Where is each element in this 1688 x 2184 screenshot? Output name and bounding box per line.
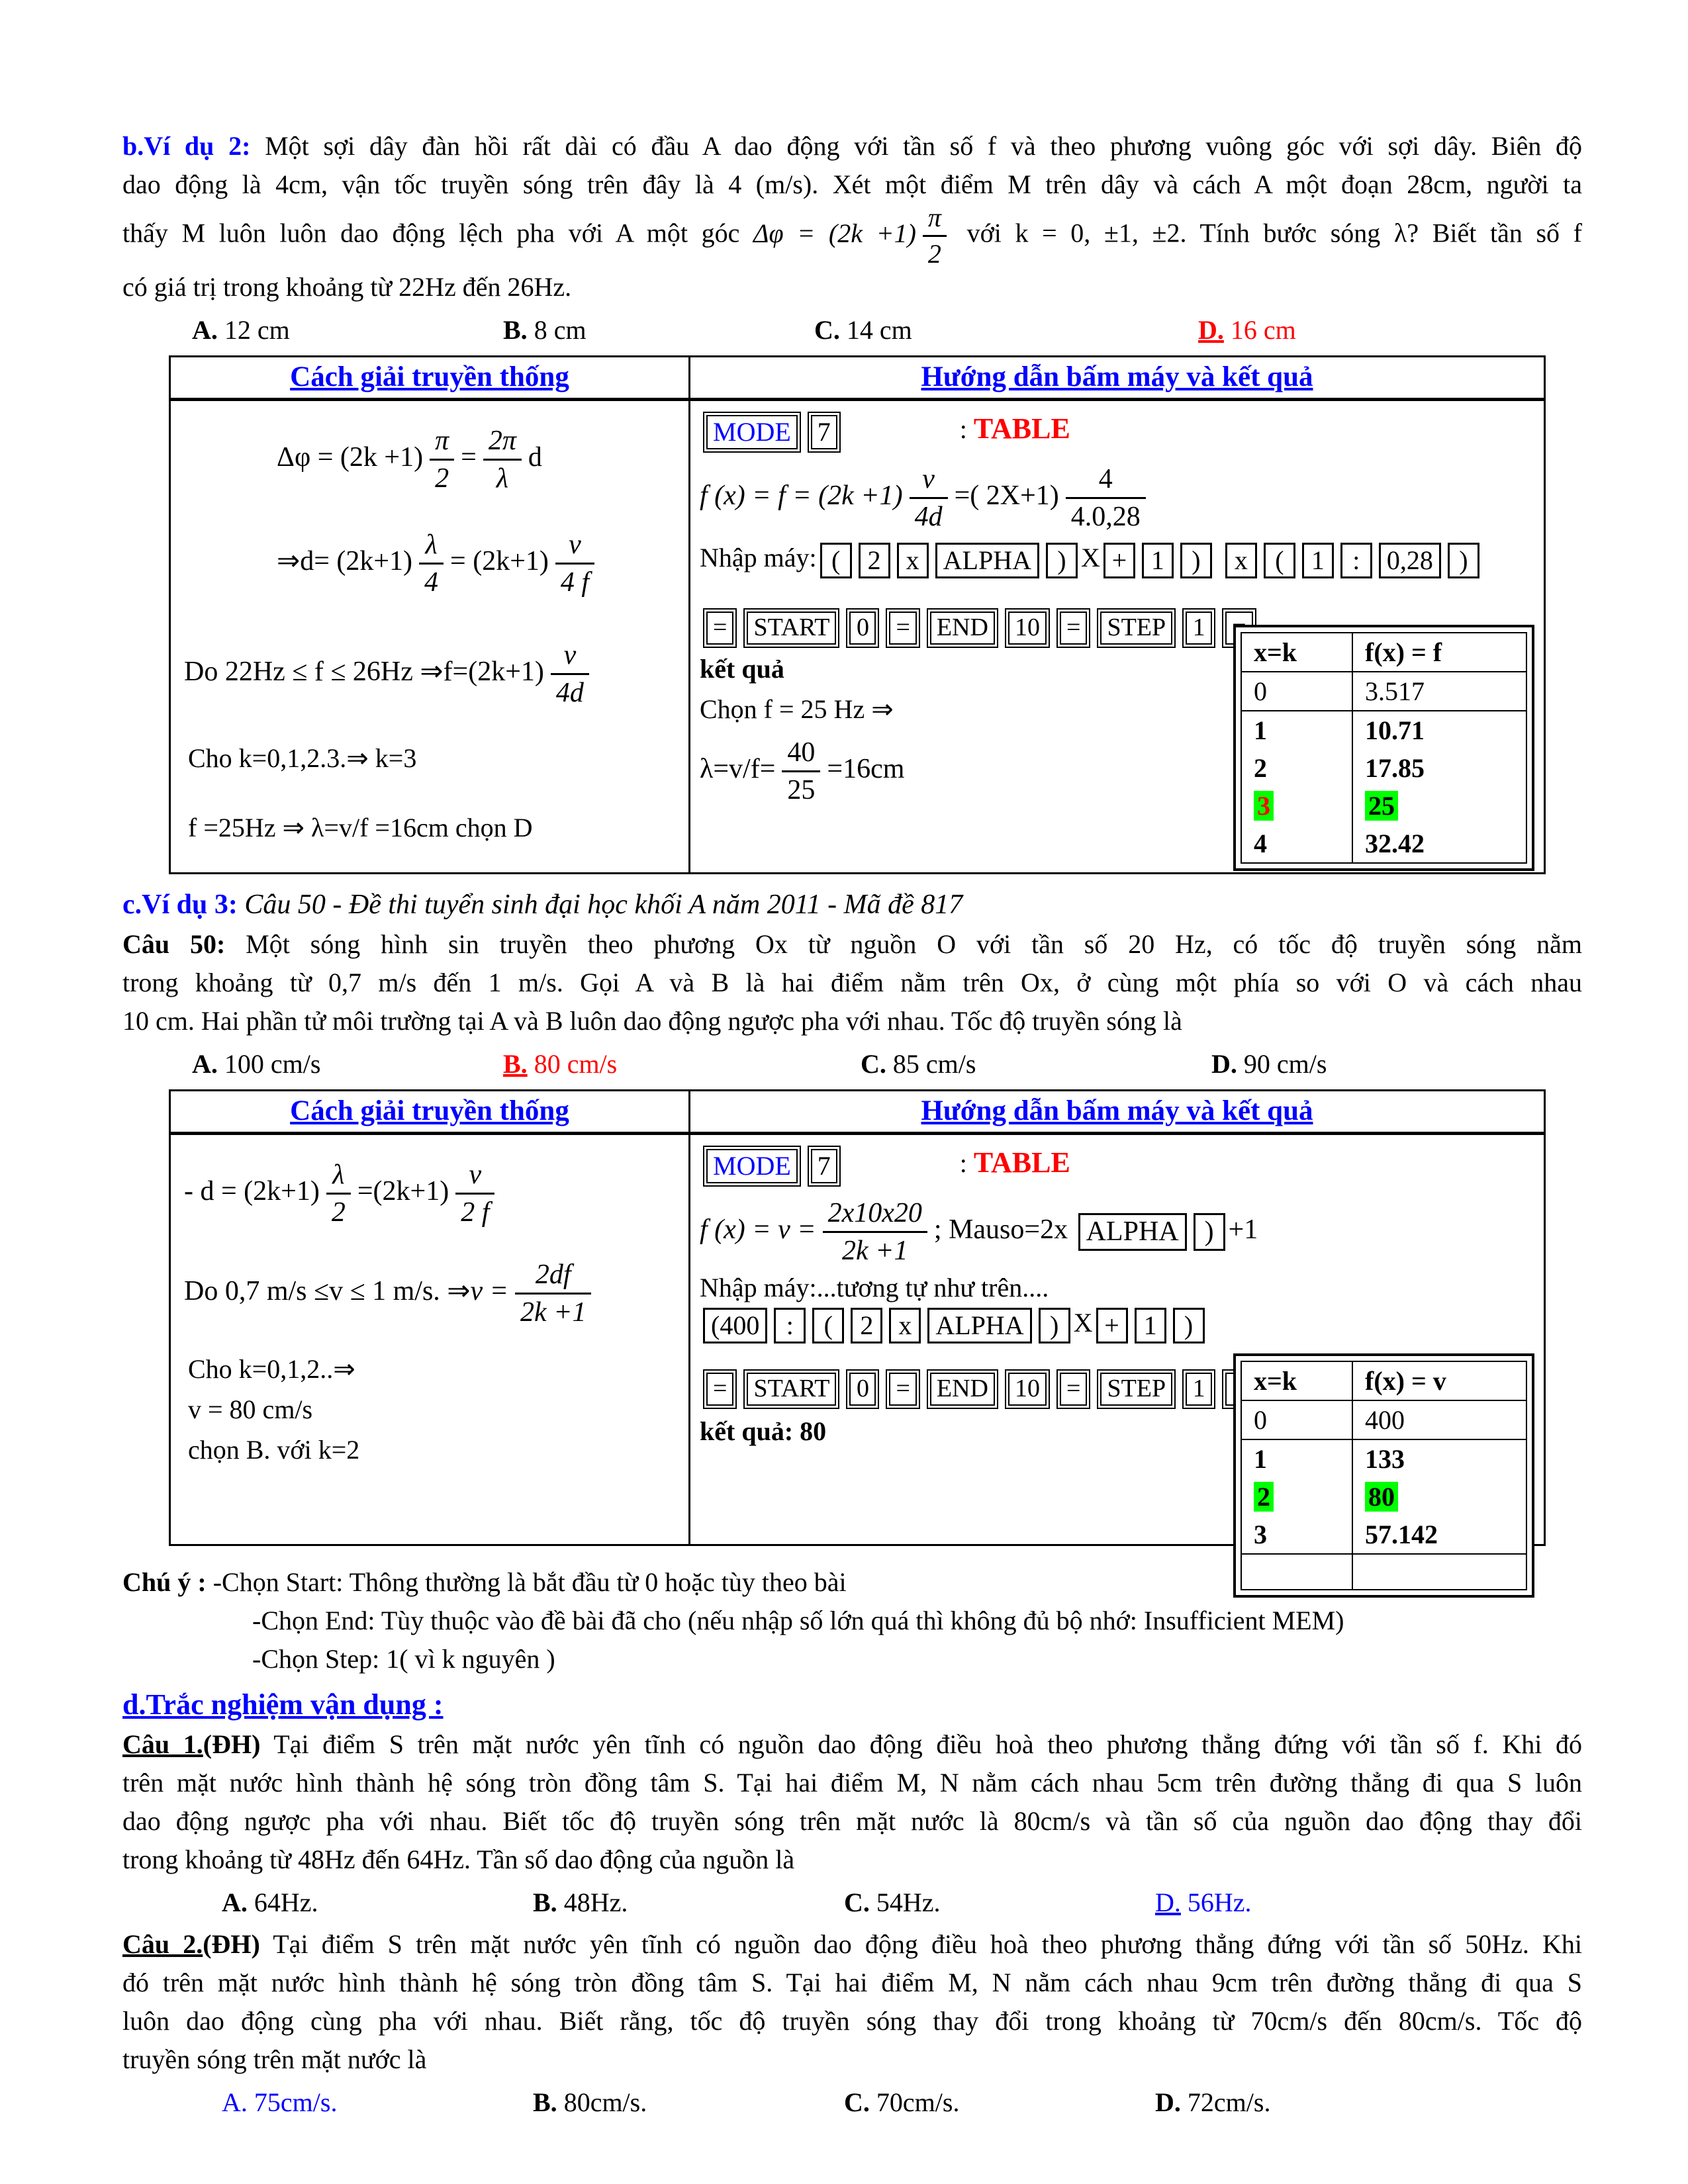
k-value: 0 — [1241, 672, 1352, 711]
answer-label: D. — [1198, 315, 1224, 345]
denominator: 2 f — [461, 1197, 490, 1228]
result-table-1 — [1233, 625, 1534, 871]
t1-result-label: kết quả — [700, 653, 784, 684]
rt1-row-1 — [1241, 711, 1526, 749]
numerator: v — [455, 1160, 494, 1195]
result-table-2 — [1233, 1353, 1534, 1598]
answer-text: 12 cm — [217, 315, 290, 345]
table1-header-right: Hướng dẫn bấm máy và kết quả — [921, 361, 1313, 392]
answer-text: 54Hz. — [869, 1887, 941, 1917]
numerator: v — [555, 530, 594, 565]
rt2-col1: x=k — [1241, 1361, 1352, 1400]
fraction — [551, 641, 589, 707]
answer-text: 14 cm — [839, 315, 912, 345]
numerator: 2π — [483, 426, 522, 461]
numerator: v — [910, 465, 948, 499]
decimal-key: 0,28 — [1379, 543, 1441, 578]
fraction — [823, 1199, 927, 1265]
table2-header — [171, 1091, 1544, 1135]
table2-header-right: Hướng dẫn bấm máy và kết quả — [921, 1095, 1313, 1126]
ex2-line-4: có giá trị trong khoảng từ 22Hz đến 26Hz. — [122, 272, 572, 302]
answer-text: 70cm/s. — [869, 2087, 960, 2117]
ex2-answer-d-correct — [1198, 312, 1509, 349]
plus-key: + — [1096, 1308, 1128, 1343]
f-value: 32.42 — [1352, 825, 1526, 863]
one-key: 1 — [1142, 543, 1174, 578]
cau2-paragraph — [122, 1925, 1582, 2079]
cau1-paragraph — [122, 1725, 1582, 1879]
open-paren-key: ( — [820, 543, 852, 578]
ex2-label: b.Ví dụ 2: — [122, 131, 251, 161]
table-mode-label: TABLE — [973, 412, 1070, 445]
numerator: 2x10x20 — [823, 1199, 927, 1233]
t1-formula-1 — [277, 426, 683, 493]
divide-key: : — [1340, 543, 1372, 578]
t1-formula-2 — [277, 530, 683, 597]
f-value: 10.71 — [1352, 711, 1526, 749]
cau50-answer-b-correct — [503, 1046, 861, 1083]
step-key: STEP — [1100, 612, 1172, 645]
f-value-highlighted: 25 — [1365, 791, 1398, 821]
step-key: STEP — [1100, 1373, 1172, 1406]
fraction — [515, 1260, 591, 1327]
close-paren-key: ) — [1194, 1213, 1225, 1250]
one-key: 1 — [1135, 1308, 1166, 1343]
cau2-answer-d — [1155, 2084, 1466, 2121]
colon: : — [959, 414, 967, 445]
denominator: 4d — [555, 678, 584, 709]
ex2-answer-b — [503, 312, 814, 349]
cau50-answer-d — [1211, 1046, 1523, 1083]
cau50-line-2: trong khoảng từ 0,7 m/s đến 1 m/s. Gọi A và B là hai điểm nằm trên Ox, ở cùng một phía so với O và cách nhau — [122, 967, 1582, 997]
divide-key: : — [774, 1308, 806, 1343]
start-key: START — [747, 1373, 836, 1406]
lambda-pre: λ=v/f= — [700, 754, 776, 785]
ex2-line3-pre: thấy M luôn luôn dao động lệch pha với A một góc — [122, 218, 754, 248]
cau2-answer-c — [844, 2084, 1155, 2121]
mode-key: MODE — [706, 415, 798, 449]
two-key: 2 — [851, 1308, 882, 1343]
zero-key: 0 — [849, 1373, 876, 1406]
table1-body — [171, 401, 1544, 872]
fx-pre: f (x) = v = — [700, 1214, 816, 1246]
t1-mode-row — [700, 410, 1534, 454]
numerator: λ — [419, 530, 444, 565]
cau50-line1-text: Một sóng hình sin truyền theo phương Ox từ nguồn O với tần số 20 Hz, có tốc độ truyền sóng nằm — [225, 929, 1583, 959]
rt1-row-2 — [1241, 749, 1526, 787]
answer-text: 72cm/s. — [1180, 2087, 1271, 2117]
formula-pre: Δφ = (2k +1) — [753, 218, 916, 248]
cau2-line-4: truyền sóng trên mặt nước là — [122, 2044, 427, 2074]
fraction — [555, 530, 594, 597]
t2-left-line5: chọn B. với k=2 — [188, 1435, 360, 1465]
multiply-key: x — [1225, 543, 1257, 578]
rt1-col1: x=k — [1241, 633, 1352, 672]
rt2-row-0 — [1241, 1400, 1526, 1439]
answer-label: C. — [844, 2087, 870, 2117]
note-line-2: -Chọn End: Tùy thuộc vào đề bài đã cho (nếu nhập số lớn quá thì không đủ bộ nhớ: Insufficient MEM) — [252, 1605, 1344, 1635]
answer-label: B. — [503, 1048, 528, 1079]
alpha-key: ALPHA — [1078, 1213, 1187, 1250]
alpha-key: ALPHA — [927, 1308, 1031, 1343]
cau2-line-1 — [122, 1925, 1582, 1964]
answer-text: 100 cm/s — [217, 1048, 321, 1079]
cau1-line-1 — [122, 1725, 1582, 1764]
ex2-paragraph — [122, 127, 1582, 306]
zero-key: 0 — [849, 612, 876, 645]
cau50-paragraph — [122, 925, 1582, 1040]
answer-label: D. — [1155, 1887, 1181, 1917]
t2-formula-1 — [184, 1160, 683, 1227]
x-variable: X — [1080, 543, 1100, 573]
t2-formula-2 — [184, 1260, 683, 1327]
denominator: 4 f — [560, 567, 590, 598]
two-key: 2 — [859, 543, 890, 578]
t2-left-line3: Cho k=0,1,2..⇒ — [188, 1354, 355, 1385]
f1-pre: - d = (2k+1) — [184, 1176, 320, 1207]
f2-eq: = (2k+1) — [450, 546, 549, 577]
x-variable: X — [1073, 1308, 1093, 1338]
denominator: 4 — [424, 567, 439, 598]
answer-label: A. — [222, 1887, 248, 1917]
ex2-answer-c — [814, 312, 1198, 349]
answer-text: 80 cm/s — [527, 1048, 618, 1079]
cau50-answer-row — [192, 1046, 1582, 1083]
cau2-answer-b — [533, 2084, 844, 2121]
answer-label: C. — [814, 315, 840, 345]
f2-pre: ⇒d= (2k+1) — [277, 546, 413, 577]
rt2-row-2-highlighted — [1241, 1478, 1526, 1516]
end-key: END — [930, 1373, 995, 1406]
k-value: 3 — [1254, 1519, 1267, 1549]
fraction — [1066, 465, 1146, 531]
f-value: 3.517 — [1352, 672, 1526, 711]
rt2-header-row — [1241, 1361, 1526, 1400]
k-value: 2 — [1254, 753, 1267, 783]
table-mode-label: TABLE — [973, 1146, 1070, 1179]
fraction — [782, 738, 820, 805]
answer-label: A. — [222, 2087, 248, 2117]
cau2-line-3: luôn dao động cùng pha với nhau. Biết rằng, tốc độ truyền sóng thay đổi trong khoảng từ 70cm/s đến 80cm/s. Tốc độ — [122, 2005, 1582, 2036]
multiply-key: x — [889, 1308, 921, 1343]
answer-text: 80cm/s. — [557, 2087, 647, 2117]
rt2-row-1 — [1241, 1439, 1526, 1478]
answer-label: C. — [844, 1887, 870, 1917]
start-key: START — [747, 612, 836, 645]
cau2-label: Câu 2. — [122, 1929, 203, 1959]
cau1-line-3: dao động ngược pha với nhau. Biết tốc độ truyền sóng trên mặt nước là 80cm/s và tần số của nguồn dao động thay đổi — [122, 1805, 1582, 1836]
answer-label: D. — [1211, 1048, 1237, 1079]
equals-key: = — [1060, 612, 1087, 645]
one-key: 1 — [1186, 1373, 1212, 1406]
equals-key: = — [706, 1373, 733, 1406]
cau1-line-2: trên mặt nước hình thành hệ sóng tròn đồng tâm S. Tại hai điểm M, N nằm cách nhau 5cm trên đường thẳng đi qua S luôn — [122, 1767, 1582, 1797]
fraction — [326, 1160, 351, 1227]
rt1-row-4 — [1241, 825, 1526, 863]
fx-eq: =( 2X+1) — [954, 480, 1059, 512]
denominator: 25 — [787, 774, 816, 805]
denominator: 2k +1 — [520, 1297, 586, 1328]
numerator: 2df — [515, 1260, 591, 1295]
t1-formula-3 — [184, 641, 683, 707]
t2-keys-row — [700, 1306, 1534, 1345]
denominator: 4d — [914, 502, 943, 533]
numerator: 40 — [782, 738, 820, 772]
ex2-line-3 — [122, 204, 1582, 268]
mauso-text: ; Mauso=2x — [933, 1214, 1068, 1246]
cau1-answer-a — [222, 1884, 533, 1921]
note-line-3: -Chọn Step: 1( vì k nguyên ) — [252, 1643, 555, 1674]
cau1-line-4: trong khoảng từ 48Hz đến 64Hz. Tần số dao động của nguồn là — [122, 1844, 795, 1874]
end-key: END — [930, 612, 995, 645]
cau2-line1-text: Tại điểm S trên mặt nước yên tĩnh có nguồn dao động điều hoà theo phương thẳng đứng với tần số 50Hz. Khi — [259, 1929, 1582, 1959]
note1-text: -Chọn Start: Thông thường là bắt đầu từ 0 hoặc tùy theo bài — [206, 1567, 847, 1597]
open-paren-key: ( — [1264, 543, 1295, 578]
cau2-dh: (ĐH) — [203, 1929, 260, 1959]
ex2-line-2: dao động là 4cm, vận tốc truyền sóng trên đây là 4 (m/s). Xét một điểm M trên dây và cách A một đoạn 28cm, người ta — [122, 169, 1582, 199]
answer-text: 56Hz. — [1180, 1887, 1252, 1917]
denominator: 4.0,28 — [1070, 502, 1141, 533]
numerator: 4 — [1066, 465, 1146, 499]
cau1-label: Câu 1. — [122, 1729, 203, 1759]
cau1-line1-text: Tại điểm S trên mặt nước yên tĩnh có nguồn dao động điều hoà theo phương thẳng đứng với tần số f. Khi đó — [260, 1729, 1582, 1759]
notes-label: Chú ý : — [122, 1567, 207, 1597]
section-d-heading — [122, 1688, 1582, 1721]
denominator: 2 — [435, 463, 449, 494]
cau1-answer-c — [844, 1884, 1155, 1921]
lambda-post: =16cm — [827, 754, 905, 785]
answer-label: B. — [533, 2087, 557, 2117]
cau1-answer-row — [222, 1884, 1582, 1921]
ex2-line-1 — [122, 127, 1582, 165]
t1-choose-line: Chọn f = 25 Hz ⇒ — [700, 694, 894, 724]
numerator: v — [551, 641, 589, 675]
cau2-line-2: đó trên mặt nước hình thành hệ sóng tròn đồng tâm S. Tại hai điểm M, N nằm cách nhau 9cm trên đường thẳng đi qua S — [122, 1967, 1582, 1997]
fraction — [455, 1160, 494, 1227]
table2-body — [171, 1135, 1544, 1549]
f2-v: v = — [470, 1276, 508, 1307]
answer-text: 48Hz. — [557, 1887, 628, 1917]
mode-key: MODE — [706, 1149, 798, 1183]
fraction — [910, 465, 948, 531]
solution-table-1 — [169, 355, 1546, 874]
fraction — [483, 426, 522, 493]
equals-key: = — [889, 1373, 916, 1406]
ex2-answer-row — [192, 312, 1582, 349]
k-value: 0 — [1241, 1400, 1352, 1439]
cau50-label: Câu 50: — [122, 929, 226, 959]
cau50-answer-a — [192, 1046, 503, 1083]
cau2-answer-a-correct — [222, 2084, 533, 2121]
ex3-heading — [122, 885, 1582, 925]
cau50-answer-c — [861, 1046, 1211, 1083]
fraction — [923, 204, 947, 268]
t2-input-line: Nhập máy:...tương tự như trên.... — [700, 1273, 1049, 1303]
equals-key: = — [1060, 1373, 1087, 1406]
f-value: 400 — [1352, 1400, 1526, 1439]
rt1-col2: f(x) = f — [1352, 633, 1526, 672]
section-d-label: d.Trắc nghiệm vận dụng : — [122, 1688, 444, 1721]
answer-label: B. — [533, 1887, 557, 1917]
input-label: Nhập máy: — [700, 543, 817, 573]
ex2-answer-a — [192, 312, 503, 349]
k-value: 1 — [1254, 1443, 1267, 1474]
close-paren-key: ) — [1046, 543, 1078, 578]
equals-key: = — [889, 612, 916, 645]
close-paren-key: ) — [1039, 1308, 1070, 1343]
numerator: λ — [326, 1160, 351, 1195]
table2-right-cell — [690, 1135, 1544, 1549]
seven-key: 7 — [811, 415, 837, 449]
f1-pre: Δφ = (2k +1) — [277, 442, 424, 473]
denominator: 2 — [927, 239, 941, 269]
rt1-row-3-highlighted — [1241, 787, 1526, 825]
cau50-line-1 — [122, 925, 1582, 964]
f1-eq: = — [461, 442, 477, 473]
ten-key: 10 — [1008, 1373, 1047, 1406]
f-value-highlighted: 80 — [1365, 1482, 1398, 1512]
answer-text: 85 cm/s — [886, 1048, 976, 1079]
one-key: 1 — [1302, 543, 1334, 578]
answer-label: C. — [861, 1048, 886, 1079]
numerator: π — [430, 426, 454, 461]
fraction — [430, 426, 454, 493]
k-value: 4 — [1254, 829, 1267, 858]
plus-key: + — [1103, 543, 1135, 578]
cau1-answer-d-correct — [1155, 1884, 1466, 1921]
answer-label: B. — [503, 315, 528, 345]
denominator: 2 — [331, 1197, 346, 1228]
table1-header-left: Cách giải truyền thống — [171, 357, 690, 398]
f-value: 17.85 — [1352, 749, 1526, 787]
multiply-key: x — [897, 543, 929, 578]
rt1-row-0 — [1241, 672, 1526, 711]
ex2-line1-text: Một sợi dây đàn hồi rất dài có đầu A dao động với tần số f và theo phương vuông góc với sợi dây. Biên độ — [265, 131, 1583, 161]
t2-left-line4: v = 80 cm/s — [188, 1394, 313, 1425]
f1-post: d — [528, 442, 542, 473]
plus-one: +1 — [1228, 1214, 1258, 1246]
ten-key: 10 — [1008, 612, 1047, 645]
answer-text: 90 cm/s — [1237, 1048, 1327, 1079]
t1-input-row — [700, 541, 1534, 580]
close-paren-key: ) — [1180, 543, 1212, 578]
f-value: 133 — [1352, 1439, 1526, 1478]
colon: : — [959, 1148, 967, 1179]
fraction — [419, 530, 444, 597]
t1-fx-formula — [700, 465, 1534, 531]
ex3-title: Câu 50 - Đề thi tuyển sinh đại học khối A năm 2011 - Mã đề 817 — [244, 889, 963, 920]
t1-left-line4: Cho k=0,1,2.3.⇒ k=3 — [188, 743, 417, 773]
close-paren-key: ) — [1448, 543, 1479, 578]
rt2-row-empty — [1241, 1554, 1526, 1590]
table2-header-left: Cách giải truyền thống — [171, 1091, 690, 1132]
t2-result-line: kết quả: 80 — [700, 1416, 827, 1446]
answer-label: A. — [192, 1048, 218, 1079]
table2-left-cell — [171, 1135, 690, 1544]
solution-table-2 — [169, 1089, 1546, 1549]
t2-fx-formula — [700, 1199, 1534, 1265]
cau50-line-3: 10 cm. Hai phần tử môi trường tại A và B luôn dao động ngược pha với nhau. Tốc độ truyền sóng là — [122, 1005, 1182, 1036]
f3-pre: Do 22Hz ≤ f ≤ 26Hz ⇒f=(2k+1) — [184, 657, 544, 688]
rt2-row-3 — [1241, 1516, 1526, 1554]
table1-left-cell — [171, 401, 690, 872]
answer-label: A. — [192, 315, 218, 345]
one-key: 1 — [1186, 612, 1212, 645]
numerator: π — [923, 204, 947, 237]
k-value-highlighted: 3 — [1254, 791, 1274, 821]
equals-key: = — [706, 612, 733, 645]
paren-400-key: (400 — [703, 1308, 767, 1343]
denominator: 2k +1 — [842, 1235, 908, 1266]
ex2-line3-post: với k = 0, ±1, ±2. Tính bước sóng λ? Biết tần số f — [953, 218, 1582, 248]
fx-pre: f (x) = f = (2k +1) — [700, 480, 903, 512]
cau1-answer-b — [533, 1884, 844, 1921]
cau2-answer-row — [222, 2084, 1582, 2121]
table1-right-cell — [690, 401, 1544, 872]
k-value-highlighted: 2 — [1254, 1482, 1274, 1512]
answer-text: 8 cm — [527, 315, 586, 345]
denominator: λ — [496, 463, 508, 494]
t1-left-line5: f =25Hz ⇒ λ=v/f =16cm chọn D — [188, 812, 533, 842]
close-paren-key: ) — [1173, 1308, 1205, 1343]
f1-eq: =(2k+1) — [357, 1176, 449, 1207]
ex3-label: c.Ví dụ 3: — [122, 889, 238, 920]
seven-key: 7 — [811, 1149, 837, 1183]
answer-text: 64Hz. — [247, 1887, 318, 1917]
t2-mode-row — [700, 1144, 1534, 1188]
rt2-col2: f(x) = v — [1352, 1361, 1526, 1400]
ex2-inline-formula — [753, 203, 953, 269]
alpha-key: ALPHA — [935, 543, 1039, 578]
open-paren-key: ( — [812, 1308, 844, 1343]
f2-pre: Do 0,7 m/s ≤v ≤ 1 m/s. ⇒ — [184, 1276, 471, 1307]
table1-header — [171, 357, 1544, 401]
answer-label: D. — [1155, 2087, 1181, 2117]
answer-text: 75cm/s. — [247, 2087, 338, 2117]
f-value: 57.142 — [1352, 1516, 1526, 1554]
cau1-dh: (ĐH) — [203, 1729, 261, 1759]
k-value: 1 — [1254, 715, 1267, 745]
rt1-header-row — [1241, 633, 1526, 672]
answer-text: 16 cm — [1223, 315, 1296, 345]
